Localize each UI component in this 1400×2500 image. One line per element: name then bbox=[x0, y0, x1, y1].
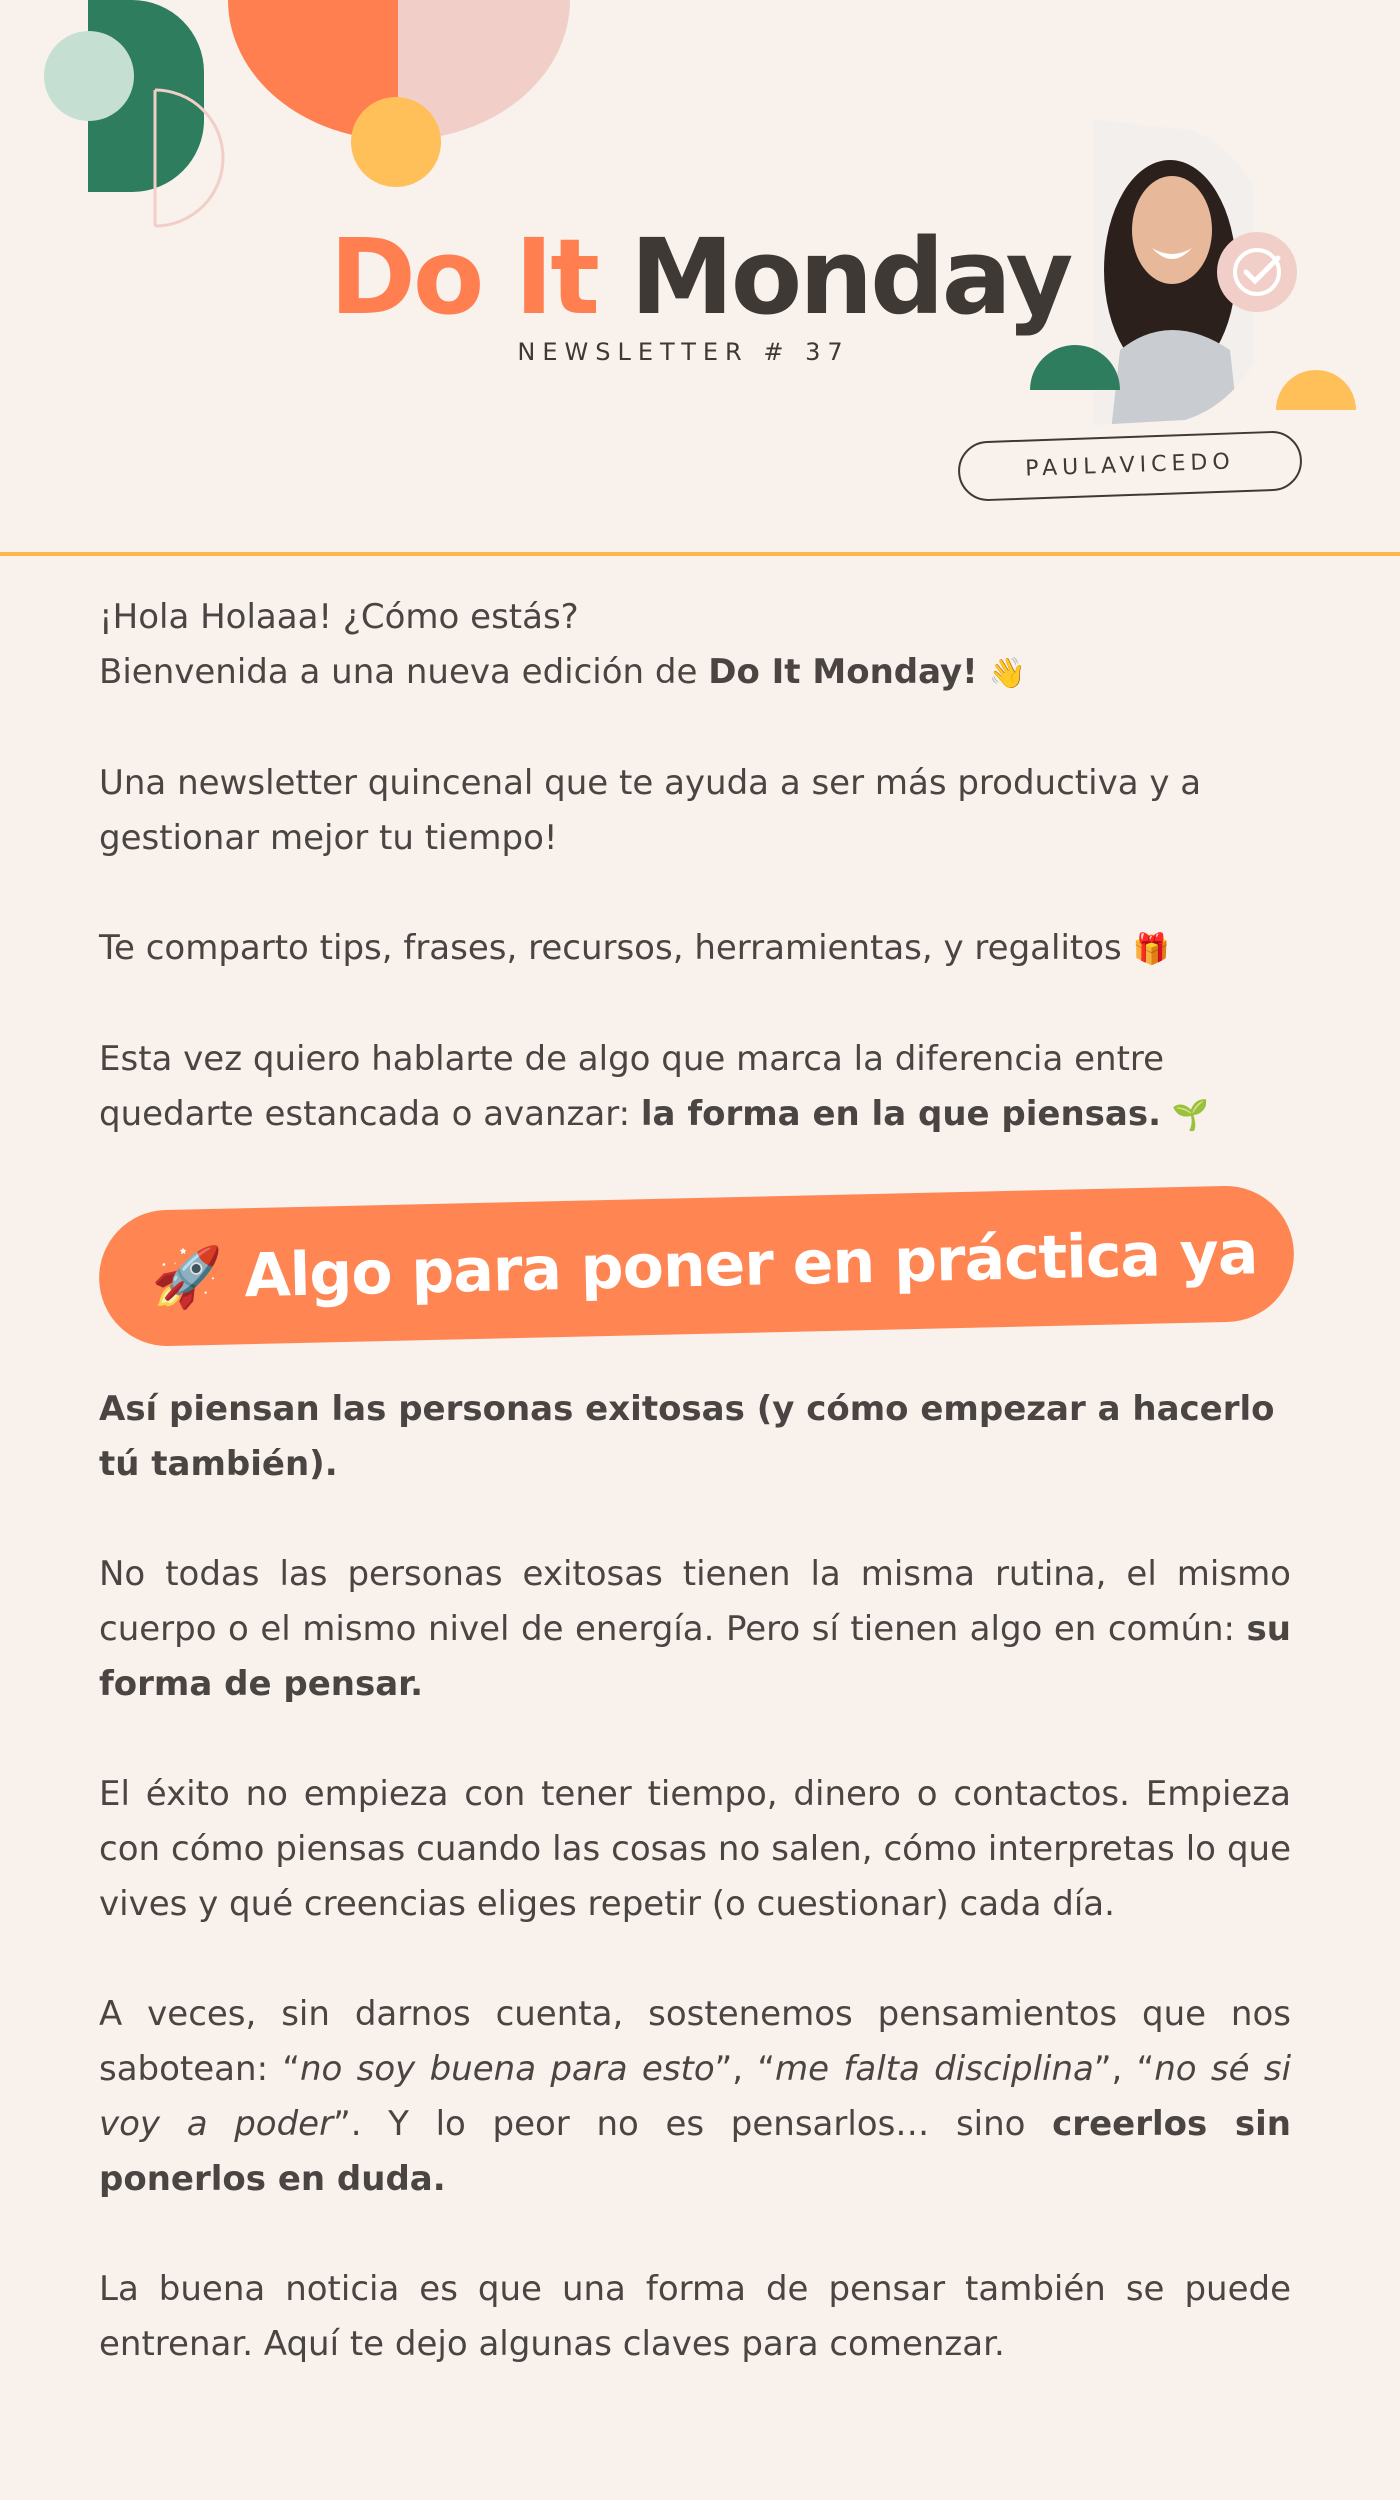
gift-icon: 🎁 bbox=[1132, 932, 1170, 967]
intro-paragraph-3 bbox=[99, 921, 1291, 977]
sprout-icon: 🌱 bbox=[1171, 1098, 1210, 1133]
intro-p3-text: Te comparto tips, frases, recursos, herramientas, y regalitos bbox=[99, 928, 1122, 968]
issue-number: NEWSLETTER # 37 bbox=[517, 338, 850, 366]
newsletter-header bbox=[0, 0, 1400, 556]
decorative-shapes bbox=[0, 0, 600, 240]
section-paragraph-3 bbox=[99, 1987, 1291, 2207]
welcome-bold: Do It Monday! bbox=[708, 652, 978, 692]
section-p3-italic-3: no sé si voy a poder bbox=[99, 2049, 1292, 2144]
check-circle-icon bbox=[1217, 232, 1297, 312]
wave-hand-icon: 👋 bbox=[988, 656, 1026, 691]
section-banner bbox=[98, 1184, 1296, 1347]
intro-paragraph-2: Una newsletter quincenal que te ayuda a ser más productiva y a gestionar mejor tu tiempo! bbox=[99, 763, 1202, 858]
banner-title: Algo para poner en práctica ya bbox=[243, 1218, 1259, 1312]
header-divider bbox=[0, 552, 1400, 556]
title-part-2: Monday bbox=[630, 216, 1071, 338]
section-p1-text: No todas las personas exitosas tienen la misma rutina, el mismo cuerpo o el mismo nivel de energía. Pero sí tienen algo en común: bbox=[99, 1554, 1291, 1649]
author-handle-badge[interactable]: PAULAVICEDO bbox=[957, 430, 1303, 502]
section-p3-bold: creerlos sin ponerlos en duda. bbox=[99, 2104, 1292, 2199]
rocket-icon: 🚀 bbox=[150, 1242, 224, 1312]
author-portrait bbox=[1020, 120, 1370, 450]
section-p3-b: ”, “ bbox=[714, 2049, 776, 2089]
section-paragraph-2: El éxito no empieza con tener tiempo, dinero o contactos. Empieza con cómo piensas cuando las cosas no salen, cómo interpretas lo que vives y qué creencias eliges repetir (o cuestionar) cada día. bbox=[99, 1774, 1291, 1924]
intro-p4-text: Esta vez quiero hablarte de algo que marca la diferencia entre quedarte estancada o avanzar: bbox=[99, 1039, 1165, 1134]
section-paragraph-1 bbox=[99, 1547, 1291, 1712]
intro-paragraph-1 bbox=[99, 590, 1291, 701]
section-p3-d: ”. Y lo peor no es pensarlos… sino bbox=[333, 2104, 1026, 2144]
section-p3-italic-2: me falta disciplina bbox=[775, 2049, 1094, 2089]
section-p1-bold: su forma de pensar. bbox=[99, 1609, 1291, 1704]
section-p3-italic-1: no soy buena para esto bbox=[299, 2049, 715, 2089]
section-p3-c: ”, “ bbox=[1093, 2049, 1155, 2089]
section-heading: Así piensan las personas exitosas (y cómo empezar a hacerlo tú también). bbox=[99, 1389, 1275, 1484]
section-paragraph-4: La buena noticia es que una forma de pensar también se puede entrenar. Aquí te dejo algunas claves para comenzar. bbox=[99, 2269, 1291, 2364]
greeting-text: ¡Hola Holaaa! ¿Cómo estás? bbox=[99, 597, 579, 637]
intro-p4-bold: la forma en la que piensas. bbox=[640, 1094, 1162, 1134]
welcome-text: Bienvenida a una nueva edición de bbox=[99, 652, 698, 692]
section-p3-a: A veces, sin darnos cuenta, sostenemos pensamientos que nos sabotean: “ bbox=[99, 1994, 1291, 2089]
newsletter-body bbox=[99, 590, 1291, 2427]
title-part-1: Do It bbox=[329, 216, 597, 338]
intro-paragraph-4 bbox=[99, 1032, 1291, 1143]
